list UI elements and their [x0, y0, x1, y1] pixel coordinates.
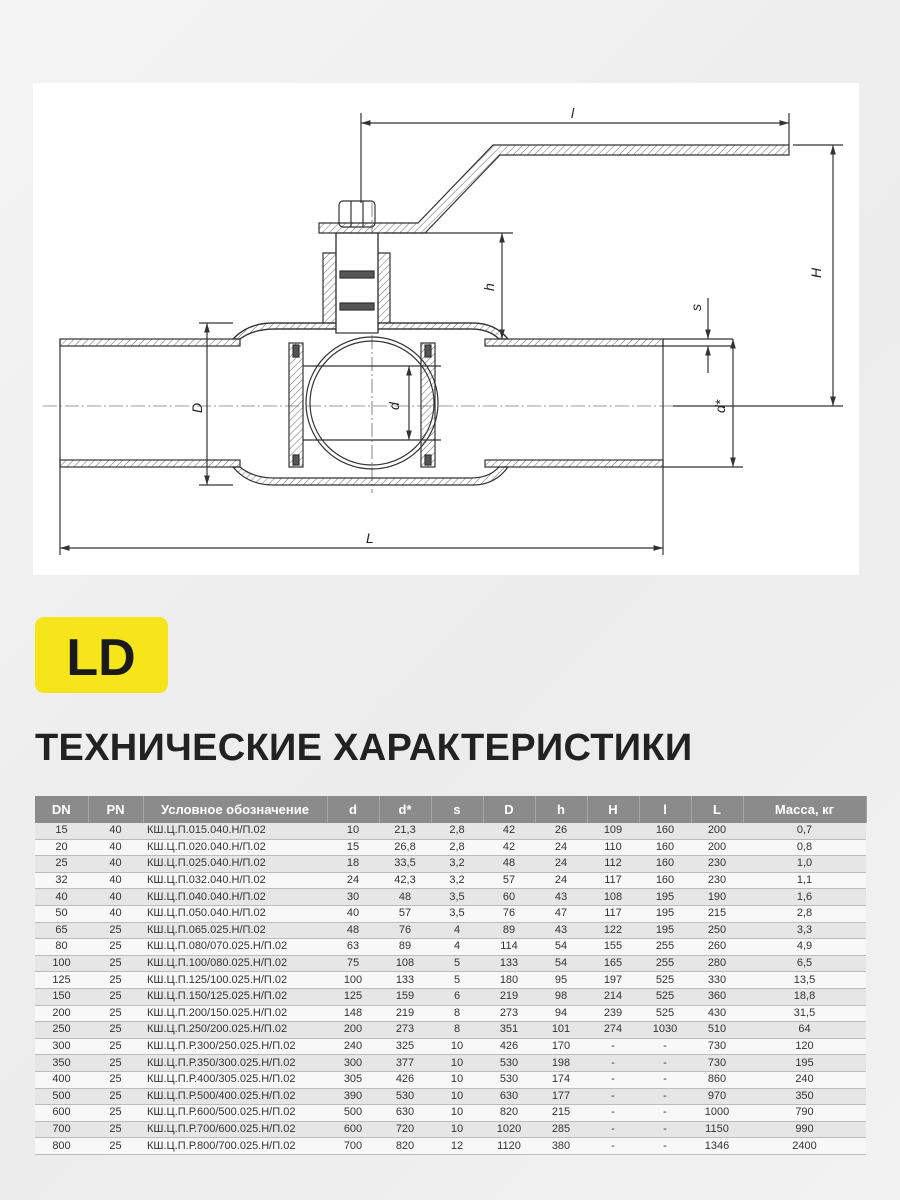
table-cell: КШ.Ц.П.100/080.025.Н/П.02	[143, 955, 327, 972]
table-cell: 54	[535, 955, 587, 972]
column-header: d*	[379, 796, 431, 823]
table-cell: 6,5	[743, 955, 866, 972]
table-cell: 260	[691, 939, 743, 956]
table-cell: 255	[639, 939, 691, 956]
table-cell: 230	[691, 856, 743, 873]
table-cell: 98	[535, 988, 587, 1005]
table-cell: 95	[535, 972, 587, 989]
table-cell: 325	[379, 1038, 431, 1055]
table-cell: 20	[35, 839, 88, 856]
table-cell: КШ.Ц.П.Р.350/300.025.Н/П.02	[143, 1055, 327, 1072]
table-row	[35, 872, 866, 889]
table-cell: 4,9	[743, 939, 866, 956]
table-cell: 75	[327, 955, 379, 972]
table-cell: 25	[88, 1121, 143, 1138]
table-row	[35, 1121, 866, 1138]
table-cell: 165	[587, 955, 639, 972]
table-cell: КШ.Ц.П.032.040.Н/П.02	[143, 872, 327, 889]
table-cell: 125	[327, 988, 379, 1005]
table-row	[35, 1071, 866, 1088]
valve-technical-drawing	[33, 83, 859, 575]
table-cell: 133	[379, 972, 431, 989]
table-cell: КШ.Ц.П.125/100.025.Н/П.02	[143, 972, 327, 989]
table-cell: 280	[691, 955, 743, 972]
table-cell: 10	[431, 1071, 483, 1088]
column-header: Условное обозначение	[143, 796, 327, 823]
table-cell: 330	[691, 972, 743, 989]
table-cell: 630	[379, 1105, 431, 1122]
table-row	[35, 839, 866, 856]
table-cell: 3,2	[431, 856, 483, 873]
table-cell: 25	[88, 1038, 143, 1055]
table-cell: 110	[587, 839, 639, 856]
dim-label-d-star: d*	[712, 399, 728, 413]
table-cell: 42	[483, 839, 535, 856]
table-cell: 25	[88, 988, 143, 1005]
table-row	[35, 1022, 866, 1039]
table-cell: 350	[35, 1055, 88, 1072]
table-cell: 63	[327, 939, 379, 956]
table-cell: 48	[327, 922, 379, 939]
table-cell: 700	[327, 1138, 379, 1155]
table-cell: 600	[327, 1121, 379, 1138]
table-cell: 200	[35, 1005, 88, 1022]
table-cell: 40	[88, 839, 143, 856]
table-cell: 10	[431, 1088, 483, 1105]
table-row	[35, 1055, 866, 1072]
table-row	[35, 1005, 866, 1022]
table-cell: 10	[327, 823, 379, 839]
table-cell: 40	[35, 889, 88, 906]
table-cell: 730	[691, 1055, 743, 1072]
table-cell: 25	[35, 856, 88, 873]
table-cell: 219	[483, 988, 535, 1005]
table-cell: 25	[88, 1022, 143, 1039]
table-cell: 350	[743, 1088, 866, 1105]
table-cell: КШ.Ц.П.025.040.Н/П.02	[143, 856, 327, 873]
table-cell: 24	[327, 872, 379, 889]
column-header: DN	[35, 796, 88, 823]
table-cell: 24	[535, 839, 587, 856]
table-cell: -	[587, 1071, 639, 1088]
dim-label-D: D	[189, 402, 205, 413]
table-cell: 100	[35, 955, 88, 972]
table-cell: -	[587, 1138, 639, 1155]
table-cell: 25	[88, 972, 143, 989]
table-cell: 10	[431, 1055, 483, 1072]
table-cell: 195	[639, 905, 691, 922]
table-cell: КШ.Ц.П.150/125.025.Н/П.02	[143, 988, 327, 1005]
table-cell: 24	[535, 856, 587, 873]
table-cell: 60	[483, 889, 535, 906]
table-cell: 122	[587, 922, 639, 939]
table-cell: 3,5	[431, 905, 483, 922]
table-cell: 160	[639, 823, 691, 839]
table-cell: 25	[88, 1071, 143, 1088]
table-cell: 40	[88, 889, 143, 906]
table-cell: КШ.Ц.П.Р.500/400.025.Н/П.02	[143, 1088, 327, 1105]
table-cell: КШ.Ц.П.250/200.025.Н/П.02	[143, 1022, 327, 1039]
table-cell: 48	[483, 856, 535, 873]
table-cell: 400	[35, 1071, 88, 1088]
table-row	[35, 988, 866, 1005]
table-row	[35, 905, 866, 922]
table-cell: 380	[535, 1138, 587, 1155]
table-header-row	[35, 796, 866, 823]
table-cell: 25	[88, 939, 143, 956]
table-cell: 8	[431, 1005, 483, 1022]
table-cell: 195	[743, 1055, 866, 1072]
table-cell: КШ.Ц.П.200/150.025.Н/П.02	[143, 1005, 327, 1022]
table-cell: 1120	[483, 1138, 535, 1155]
table-cell: 1,1	[743, 872, 866, 889]
table-cell: 25	[88, 922, 143, 939]
table-cell: 15	[35, 823, 88, 839]
column-header: h	[535, 796, 587, 823]
dim-label-s: s	[688, 304, 704, 311]
table-row	[35, 955, 866, 972]
table-cell: -	[639, 1138, 691, 1155]
spec-table	[35, 796, 867, 1155]
column-header: l	[639, 796, 691, 823]
table-cell: 18	[327, 856, 379, 873]
dim-label-h: h	[481, 283, 497, 291]
table-cell: 114	[483, 939, 535, 956]
column-header: H	[587, 796, 639, 823]
table-cell: 89	[379, 939, 431, 956]
table-cell: -	[639, 1038, 691, 1055]
table-cell: 177	[535, 1088, 587, 1105]
table-cell: 76	[483, 905, 535, 922]
table-cell: КШ.Ц.П.080/070.025.Н/П.02	[143, 939, 327, 956]
table-cell: 30	[327, 889, 379, 906]
table-cell: 305	[327, 1071, 379, 1088]
table-cell: 33,5	[379, 856, 431, 873]
table-cell: 0,8	[743, 839, 866, 856]
table-cell: 10	[431, 1105, 483, 1122]
table-cell: 25	[88, 1088, 143, 1105]
table-cell: 120	[743, 1038, 866, 1055]
column-header: Масса, кг	[743, 796, 866, 823]
table-cell: 530	[379, 1088, 431, 1105]
table-cell: 190	[691, 889, 743, 906]
table-cell: 100	[327, 972, 379, 989]
table-cell: 4	[431, 922, 483, 939]
table-cell: 390	[327, 1088, 379, 1105]
table-cell: 215	[691, 905, 743, 922]
table-row	[35, 922, 866, 939]
table-row	[35, 939, 866, 956]
table-cell: 195	[639, 922, 691, 939]
table-cell: 89	[483, 922, 535, 939]
table-cell: 150	[35, 988, 88, 1005]
table-cell: 200	[691, 823, 743, 839]
table-cell: 76	[379, 922, 431, 939]
table-cell: 3,3	[743, 922, 866, 939]
table-cell: 820	[379, 1138, 431, 1155]
table-cell: 8	[431, 1022, 483, 1039]
table-cell: 43	[535, 922, 587, 939]
table-row	[35, 1038, 866, 1055]
table-cell: 108	[587, 889, 639, 906]
table-cell: 2,8	[431, 823, 483, 839]
table-cell: 25	[88, 955, 143, 972]
table-cell: 219	[379, 1005, 431, 1022]
table-cell: 0,7	[743, 823, 866, 839]
table-cell: КШ.Ц.П.065.025.Н/П.02	[143, 922, 327, 939]
table-cell: 240	[327, 1038, 379, 1055]
table-cell: 57	[483, 872, 535, 889]
table-cell: 500	[327, 1105, 379, 1122]
table-cell: 530	[483, 1071, 535, 1088]
table-cell: 200	[691, 839, 743, 856]
table-cell: 200	[327, 1022, 379, 1039]
table-cell: 820	[483, 1105, 535, 1122]
table-cell: КШ.Ц.П.Р.700/600.025.Н/П.02	[143, 1121, 327, 1138]
logo-text: LD	[66, 629, 136, 687]
table-cell: 426	[483, 1038, 535, 1055]
table-cell: 47	[535, 905, 587, 922]
table-cell: 148	[327, 1005, 379, 1022]
table-cell: 5	[431, 972, 483, 989]
dim-label-l: l	[571, 105, 575, 121]
table-cell: 180	[483, 972, 535, 989]
table-cell: 40	[88, 856, 143, 873]
column-header: L	[691, 796, 743, 823]
table-cell: 1,0	[743, 856, 866, 873]
table-cell: 2,8	[431, 839, 483, 856]
table-cell: 1,6	[743, 889, 866, 906]
table-cell: 790	[743, 1105, 866, 1122]
column-header: s	[431, 796, 483, 823]
table-cell: 1030	[639, 1022, 691, 1039]
table-cell: 197	[587, 972, 639, 989]
table-cell: 133	[483, 955, 535, 972]
table-row	[35, 1105, 866, 1122]
table-cell: 25	[88, 1055, 143, 1072]
table-cell: 160	[639, 872, 691, 889]
table-cell: 117	[587, 872, 639, 889]
table-cell: 630	[483, 1088, 535, 1105]
table-cell: 40	[88, 905, 143, 922]
table-cell: 2400	[743, 1138, 866, 1155]
table-cell: 15	[327, 839, 379, 856]
table-cell: 64	[743, 1022, 866, 1039]
table-cell: КШ.Ц.П.Р.300/250.025.Н/П.02	[143, 1038, 327, 1055]
table-cell: 94	[535, 1005, 587, 1022]
table-row	[35, 856, 866, 873]
table-cell: 700	[35, 1121, 88, 1138]
table-row	[35, 1088, 866, 1105]
table-cell: КШ.Ц.П.015.040.Н/П.02	[143, 823, 327, 839]
table-cell: 230	[691, 872, 743, 889]
table-cell: -	[587, 1038, 639, 1055]
table-cell: 13,5	[743, 972, 866, 989]
table-cell: 377	[379, 1055, 431, 1072]
table-cell: 1346	[691, 1138, 743, 1155]
table-cell: 155	[587, 939, 639, 956]
table-cell: 54	[535, 939, 587, 956]
table-cell: 300	[35, 1038, 88, 1055]
table-cell: 360	[691, 988, 743, 1005]
table-cell: -	[587, 1055, 639, 1072]
table-cell: 32	[35, 872, 88, 889]
table-cell: 125	[35, 972, 88, 989]
table-cell: КШ.Ц.П.Р.600/500.025.Н/П.02	[143, 1105, 327, 1122]
table-cell: 101	[535, 1022, 587, 1039]
table-cell: 112	[587, 856, 639, 873]
dim-label-H: H	[808, 267, 824, 278]
table-cell: 1150	[691, 1121, 743, 1138]
table-cell: 530	[483, 1055, 535, 1072]
table-cell: КШ.Ц.П.020.040.Н/П.02	[143, 839, 327, 856]
table-cell: 214	[587, 988, 639, 1005]
table-cell: 195	[639, 889, 691, 906]
table-cell: 215	[535, 1105, 587, 1122]
table-cell: 525	[639, 972, 691, 989]
table-cell: 65	[35, 922, 88, 939]
table-cell: -	[639, 1071, 691, 1088]
table-cell: 40	[88, 872, 143, 889]
table-cell: 239	[587, 1005, 639, 1022]
table-cell: КШ.Ц.П.040.040.Н/П.02	[143, 889, 327, 906]
table-cell: 170	[535, 1038, 587, 1055]
table-cell: 42,3	[379, 872, 431, 889]
table-cell: -	[639, 1121, 691, 1138]
table-row	[35, 1138, 866, 1155]
table-cell: -	[639, 1088, 691, 1105]
table-cell: 800	[35, 1138, 88, 1155]
table-cell: 525	[639, 1005, 691, 1022]
table-cell: 6	[431, 988, 483, 1005]
table-cell: -	[639, 1105, 691, 1122]
table-cell: 1020	[483, 1121, 535, 1138]
table-cell: 108	[379, 955, 431, 972]
table-cell: 730	[691, 1038, 743, 1055]
table-cell: 109	[587, 823, 639, 839]
page-title: ТЕХНИЧЕСКИЕ ХАРАКТЕРИСТИКИ	[35, 727, 693, 769]
table-cell: 26	[535, 823, 587, 839]
table-cell: 43	[535, 889, 587, 906]
table-cell: КШ.Ц.П.050.040.Н/П.02	[143, 905, 327, 922]
table-cell: 990	[743, 1121, 866, 1138]
table-cell: 31,5	[743, 1005, 866, 1022]
table-cell: 80	[35, 939, 88, 956]
table-cell: 174	[535, 1071, 587, 1088]
column-header: PN	[88, 796, 143, 823]
table-cell: 198	[535, 1055, 587, 1072]
table-cell: 274	[587, 1022, 639, 1039]
table-cell: 525	[639, 988, 691, 1005]
table-cell: 18,8	[743, 988, 866, 1005]
column-header: D	[483, 796, 535, 823]
table-cell: 24	[535, 872, 587, 889]
table-cell: 3,2	[431, 872, 483, 889]
table-cell: 25	[88, 1138, 143, 1155]
table-cell: 57	[379, 905, 431, 922]
brand-logo	[35, 617, 168, 693]
table-cell: 970	[691, 1088, 743, 1105]
table-cell: 12	[431, 1138, 483, 1155]
table-cell: 50	[35, 905, 88, 922]
table-cell: 5	[431, 955, 483, 972]
table-row	[35, 889, 866, 906]
table-cell: 285	[535, 1121, 587, 1138]
table-cell: 273	[379, 1022, 431, 1039]
table-cell: 117	[587, 905, 639, 922]
table-cell: 430	[691, 1005, 743, 1022]
table-cell: 351	[483, 1022, 535, 1039]
table-cell: 510	[691, 1022, 743, 1039]
table-cell: 160	[639, 856, 691, 873]
table-cell: 159	[379, 988, 431, 1005]
table-cell: 40	[327, 905, 379, 922]
table-cell: 240	[743, 1071, 866, 1088]
table-cell: 300	[327, 1055, 379, 1072]
table-cell: 720	[379, 1121, 431, 1138]
table-cell: -	[639, 1055, 691, 1072]
dim-label-d: d	[386, 402, 402, 410]
table-row	[35, 823, 866, 839]
table-cell: 273	[483, 1005, 535, 1022]
column-header: d	[327, 796, 379, 823]
table-cell: -	[587, 1088, 639, 1105]
table-cell: 21,3	[379, 823, 431, 839]
table-cell: 255	[639, 955, 691, 972]
table-cell: 1000	[691, 1105, 743, 1122]
table-cell: 25	[88, 1005, 143, 1022]
table-cell: 426	[379, 1071, 431, 1088]
table-row	[35, 972, 866, 989]
table-cell: 10	[431, 1121, 483, 1138]
table-cell: 600	[35, 1105, 88, 1122]
table-cell: 2,8	[743, 905, 866, 922]
table-cell: 4	[431, 939, 483, 956]
table-cell: 250	[35, 1022, 88, 1039]
table-cell: 10	[431, 1038, 483, 1055]
table-cell: 48	[379, 889, 431, 906]
table-cell: 25	[88, 1105, 143, 1122]
table-cell: 860	[691, 1071, 743, 1088]
table-cell: 500	[35, 1088, 88, 1105]
table-cell: -	[587, 1121, 639, 1138]
dim-label-L: L	[366, 530, 374, 546]
table-cell: КШ.Ц.П.Р.400/305.025.Н/П.02	[143, 1071, 327, 1088]
table-cell: 42	[483, 823, 535, 839]
table-cell: 26,8	[379, 839, 431, 856]
table-cell: КШ.Ц.П.Р.800/700.025.Н/П.02	[143, 1138, 327, 1155]
table-cell: 3,5	[431, 889, 483, 906]
table-cell: 250	[691, 922, 743, 939]
table-cell: -	[587, 1105, 639, 1122]
table-cell: 40	[88, 823, 143, 839]
table-cell: 160	[639, 839, 691, 856]
